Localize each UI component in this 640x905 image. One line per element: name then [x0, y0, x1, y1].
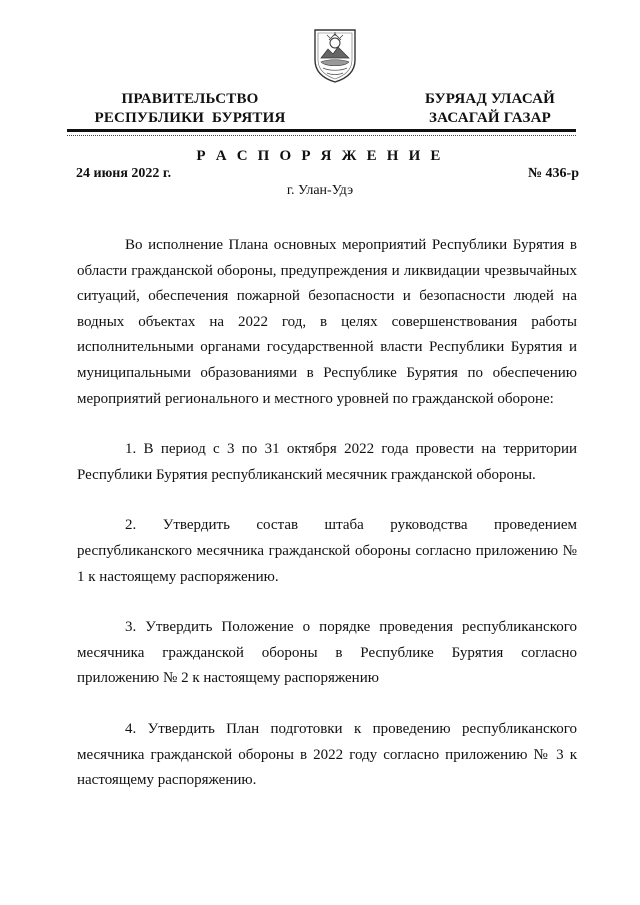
government-name-line: РЕСПУБЛИКИ БУРЯТИЯ [94, 110, 286, 126]
document-number: № 436-р [527, 166, 579, 181]
document-type-title: Р А С П О Р Я Ж Е Н И Е [196, 148, 444, 164]
government-name-line: ЗАСАГАЙ ГАЗАР [429, 110, 551, 126]
clause-paragraph: 2. Утвердить состав штаба руководства проведением республиканского месячника гражданской обороны согласно приложению № 1 к настоящему распоряжению. [77, 517, 577, 585]
government-name-buryat [395, 90, 585, 128]
header-divider-dotted [67, 135, 576, 136]
government-name-line: ПРАВИТЕЛЬСТВО [121, 91, 259, 107]
document-body [77, 233, 577, 794]
header-divider-thick [67, 129, 576, 132]
document-city: г. Улан-Удэ [286, 183, 354, 198]
preamble-paragraph: Во исполнение Плана основных мероприятий Республики Бурятия в области гражданской обороны, предупреждения и ликвидации чрезвычайных ситуаций, обеспечения пожарной безопасности и безопасности людей на водных объектах на 2022 год, в целях совершенствования работы исполнительными органами государственной власти Республики Бурятия и муниципальными образованиями в Республике Бурятия по обеспечению мероприятий регионального и местного уровней по гражданской обороне: [77, 237, 577, 407]
clause-paragraph: 4. Утвердить План подготовки к проведению республиканского месячника гражданской обороны в 2022 году согласно приложению № 3 к настоящему распоряжению. [77, 720, 577, 789]
government-name-russian [85, 90, 295, 128]
government-name-line: БУРЯАД УЛАСАЙ [424, 91, 556, 107]
document-date: 24 июня 2022 г. [76, 166, 172, 181]
clause-paragraph: 3. Утвердить Положение о порядке проведения республиканского месячника гражданской обороны в Республике Бурятия согласно приложению № 2 к настоящему распоряжению [77, 619, 577, 687]
clause-paragraph: 1. В период с 3 по 31 октября 2022 года провести на территории Республики Бурятия республиканский месячник гражданской обороны. [77, 441, 577, 483]
coat-of-arms-emblem [311, 26, 359, 84]
